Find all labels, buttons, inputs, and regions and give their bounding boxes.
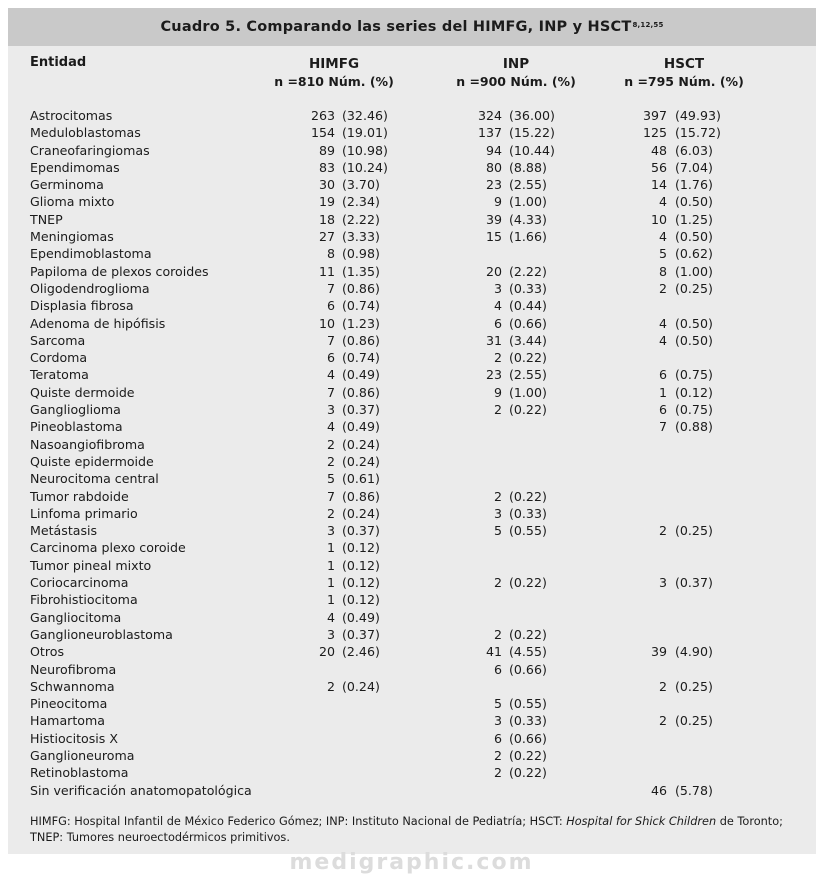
cell-himfg-count: 6 — [326, 298, 335, 314]
cell-hsct-count: 2 — [658, 678, 667, 694]
cell-entidad: Neurofibroma — [30, 661, 117, 677]
cell-hsct-percent: (0.25) — [675, 713, 713, 729]
cell-entidad: Gangliocitoma — [30, 609, 122, 625]
cell-himfg-count: 3 — [326, 523, 335, 539]
cell-hsct-percent: (0.25) — [675, 523, 713, 539]
cell-inp-count: 2 — [493, 747, 502, 763]
cell-inp-percent: (0.22) — [509, 402, 547, 418]
cell-inp-count: 2 — [493, 402, 502, 418]
cell-entidad: Pineocitoma — [30, 696, 108, 712]
cell-hsct-percent: (1.76) — [675, 177, 713, 193]
cell-himfg-count: 19 — [318, 194, 335, 210]
header-himfg — [254, 55, 414, 91]
cell-inp-count: 3 — [493, 713, 502, 729]
footnote-part1: HIMFG: Hospital Infantil de México Federico Gómez; INP: Instituto Nacional de Pediatría; HSCT: — [30, 815, 567, 828]
table-row — [8, 678, 816, 695]
cell-himfg-count: 10 — [318, 315, 335, 331]
cell-himfg-count: 6 — [326, 350, 335, 366]
cell-inp-percent: (36.00) — [509, 108, 555, 123]
cell-himfg-percent: (0.12) — [342, 575, 380, 591]
cell-inp-count: 80 — [485, 159, 502, 175]
cell-inp-percent: (0.66) — [509, 315, 547, 331]
cell-inp-count: 5 — [493, 523, 502, 539]
table-row — [8, 366, 816, 383]
cell-inp-count: 137 — [477, 125, 502, 141]
cell-hsct-count: 14 — [650, 177, 667, 193]
cell-inp-percent: (0.22) — [509, 350, 547, 366]
table-row — [8, 626, 816, 643]
table-row — [8, 384, 816, 401]
cell-himfg-count: 5 — [326, 471, 335, 487]
cell-himfg-percent: (0.37) — [342, 523, 380, 539]
cell-hsct-percent: (4.90) — [675, 644, 713, 660]
cell-inp-percent: (4.33) — [509, 211, 547, 227]
cell-inp-count: 3 — [493, 505, 502, 521]
table-row — [8, 539, 816, 556]
footnote-italic: Hospital for Shick Children — [566, 815, 717, 828]
cell-entidad: Hamartoma — [30, 713, 105, 729]
cell-inp-count: 23 — [485, 177, 502, 193]
header-inp-sub: n =900 Núm. (%) — [456, 74, 576, 89]
cell-inp-count: 3 — [493, 280, 502, 296]
cell-entidad: Teratoma — [30, 367, 89, 383]
cell-himfg-percent: (0.24) — [342, 505, 380, 521]
cell-himfg-count: 3 — [326, 626, 335, 642]
cell-inp-percent: (1.66) — [509, 229, 547, 245]
cell-himfg-percent: (0.86) — [342, 332, 380, 348]
cell-himfg-count: 1 — [326, 557, 335, 573]
cell-himfg-count: 89 — [318, 142, 335, 158]
table-row — [8, 522, 816, 539]
cell-entidad: Otros — [30, 644, 65, 660]
cell-himfg-count: 4 — [326, 367, 335, 383]
cell-entidad: Ganglioneuroblastoma — [30, 626, 173, 642]
cell-himfg-percent: (2.22) — [342, 211, 380, 227]
cell-hsct-percent: (6.03) — [675, 142, 713, 158]
cell-himfg-count: 18 — [318, 211, 335, 227]
table-row — [8, 453, 816, 470]
cell-inp-percent: (2.55) — [509, 367, 547, 383]
cell-himfg-count: 2 — [326, 436, 335, 452]
cell-himfg-percent: (1.35) — [342, 263, 380, 279]
table-row — [8, 142, 816, 159]
table-row — [8, 315, 816, 332]
cell-inp-count: 94 — [485, 142, 502, 158]
cell-entidad: Linfoma primario — [30, 505, 138, 521]
cell-entidad: Ganglioglioma — [30, 402, 121, 418]
cell-hsct-count: 10 — [650, 211, 667, 227]
cell-himfg-percent: (0.49) — [342, 367, 380, 383]
cell-entidad: Histiocitosis X — [30, 730, 118, 746]
cell-entidad: TNEP — [30, 211, 63, 227]
cell-inp-percent: (1.00) — [509, 194, 547, 210]
table-row — [8, 159, 816, 176]
cell-hsct-count: 8 — [658, 263, 667, 279]
table-row — [8, 228, 816, 245]
cell-hsct-percent: (1.25) — [675, 211, 713, 227]
cell-inp-count: 6 — [493, 315, 502, 331]
cell-inp-count: 20 — [485, 263, 502, 279]
watermark: medigraphic.com — [289, 850, 534, 875]
cell-entidad: Germinoma — [30, 177, 104, 193]
table-row — [8, 245, 816, 262]
cell-himfg-percent: (0.12) — [342, 557, 380, 573]
table-row — [8, 505, 816, 522]
cell-entidad: Carcinoma plexo coroide — [30, 540, 186, 556]
cell-himfg-percent: (0.49) — [342, 609, 380, 625]
cell-hsct-percent: (0.50) — [675, 194, 713, 210]
cell-inp-percent: (4.55) — [509, 644, 547, 660]
cell-inp-count: 2 — [493, 575, 502, 591]
cell-hsct-percent: (0.75) — [675, 402, 713, 418]
table-row — [8, 349, 816, 366]
cell-inp-percent: (0.55) — [509, 696, 547, 712]
cell-entidad: Craneofaringiomas — [30, 142, 150, 158]
cell-himfg-percent: (0.98) — [342, 246, 380, 262]
cell-entidad: Displasia fibrosa — [30, 298, 134, 314]
cell-entidad: Quiste dermoide — [30, 384, 135, 400]
cell-hsct-percent: (0.25) — [675, 280, 713, 296]
cell-entidad: Schwannoma — [30, 678, 115, 694]
cell-inp-percent: (0.66) — [509, 730, 547, 746]
cell-entidad: Nasoangiofibroma — [30, 436, 145, 452]
table-row — [8, 609, 816, 626]
cell-inp-percent: (0.22) — [509, 488, 547, 504]
cell-himfg-percent: (0.49) — [342, 419, 380, 435]
cell-inp-count: 9 — [493, 384, 502, 400]
cell-inp-percent: (0.33) — [509, 505, 547, 521]
cell-inp-count: 31 — [485, 332, 502, 348]
table-row — [8, 712, 816, 729]
cell-himfg-count: 3 — [326, 402, 335, 418]
cell-himfg-percent: (0.86) — [342, 488, 380, 504]
cell-inp-count: 6 — [493, 661, 502, 677]
cell-inp-count: 2 — [493, 626, 502, 642]
cell-hsct-percent: (7.04) — [675, 159, 713, 175]
cell-inp-count: 41 — [485, 644, 502, 660]
cell-inp-count: 39 — [485, 211, 502, 227]
cell-entidad: Cordoma — [30, 350, 88, 366]
header-entidad: Entidad — [30, 55, 87, 70]
cell-hsct-count: 6 — [658, 402, 667, 418]
table-row — [8, 661, 816, 678]
cell-entidad: Astrocitomas — [30, 108, 113, 123]
cell-entidad: Adenoma de hipófisis — [30, 315, 166, 331]
table-row — [8, 470, 816, 487]
cell-himfg-count: 8 — [326, 246, 335, 262]
cell-inp-count: 2 — [493, 488, 502, 504]
cell-inp-percent: (10.44) — [509, 142, 555, 158]
cell-hsct-count: 2 — [658, 280, 667, 296]
cell-himfg-count: 20 — [318, 644, 335, 660]
cell-himfg-percent: (0.24) — [342, 678, 380, 694]
cell-himfg-count: 4 — [326, 609, 335, 625]
cell-inp-count: 2 — [493, 350, 502, 366]
title-references: 8,12,55 — [632, 21, 664, 29]
cell-inp-percent: (0.33) — [509, 280, 547, 296]
cell-hsct-count: 4 — [658, 332, 667, 348]
table-row — [8, 747, 816, 764]
table-frame — [8, 8, 816, 854]
cell-entidad: Metástasis — [30, 523, 98, 539]
cell-inp-percent: (0.22) — [509, 765, 547, 781]
header-himfg-name: HIMFG — [308, 56, 360, 72]
table-row — [8, 488, 816, 505]
table-row — [8, 176, 816, 193]
table-row — [8, 574, 816, 591]
table-row — [8, 730, 816, 747]
cell-inp-percent: (0.66) — [509, 661, 547, 677]
table-row — [8, 332, 816, 349]
header-hsct-name: HSCT — [663, 56, 705, 72]
cell-hsct-count: 4 — [658, 315, 667, 331]
table-row — [8, 782, 816, 799]
cell-hsct-count: 1 — [658, 384, 667, 400]
table-body — [8, 107, 816, 799]
cell-inp-percent: (0.55) — [509, 523, 547, 539]
table-row — [8, 124, 816, 141]
cell-himfg-percent: (0.37) — [342, 626, 380, 642]
cell-hsct-count: 4 — [658, 194, 667, 210]
cell-himfg-count: 7 — [326, 384, 335, 400]
cell-himfg-percent: (0.24) — [342, 453, 380, 469]
cell-inp-count: 5 — [493, 696, 502, 712]
cell-entidad: Neurocitoma central — [30, 471, 159, 487]
cell-himfg-percent: (0.86) — [342, 280, 380, 296]
table-row — [8, 280, 816, 297]
table-footnote — [30, 814, 806, 846]
cell-hsct-percent: (5.78) — [675, 782, 713, 798]
header-hsct — [604, 55, 764, 91]
cell-inp-percent: (0.44) — [509, 298, 547, 314]
cell-hsct-count: 125 — [642, 125, 667, 141]
cell-inp-percent: (0.33) — [509, 713, 547, 729]
cell-hsct-count: 3 — [658, 575, 667, 591]
cell-himfg-count: 30 — [318, 177, 335, 193]
table-row — [8, 193, 816, 210]
cell-himfg-percent: (0.12) — [342, 540, 380, 556]
cell-entidad: Papiloma de plexos coroides — [30, 263, 209, 279]
table-row — [8, 695, 816, 712]
cell-himfg-percent: (10.24) — [342, 159, 388, 175]
cell-himfg-percent: (0.12) — [342, 592, 380, 608]
cell-inp-count: 4 — [493, 298, 502, 314]
cell-himfg-count: 83 — [318, 159, 335, 175]
cell-entidad: Ependimoblastoma — [30, 246, 152, 262]
cell-himfg-count: 2 — [326, 505, 335, 521]
cell-hsct-count: 56 — [650, 159, 667, 175]
cell-himfg-count: 2 — [326, 678, 335, 694]
cell-inp-percent: (8.88) — [509, 159, 547, 175]
cell-hsct-percent: (1.00) — [675, 263, 713, 279]
cell-himfg-count: 4 — [326, 419, 335, 435]
cell-inp-percent: (0.22) — [509, 747, 547, 763]
cell-hsct-count: 397 — [642, 108, 667, 123]
cell-himfg-percent: (0.86) — [342, 384, 380, 400]
cell-entidad: Tumor rabdoide — [30, 488, 129, 504]
cell-hsct-count: 2 — [658, 523, 667, 539]
cell-hsct-percent: (0.75) — [675, 367, 713, 383]
cell-hsct-percent: (0.37) — [675, 575, 713, 591]
table-row — [8, 401, 816, 418]
cell-hsct-percent: (0.62) — [675, 246, 713, 262]
cell-entidad: Fibrohistiocitoma — [30, 592, 138, 608]
footnote-part2: de Toronto; TNEP: Tumores neuroectodérmicos primitivos. — [30, 815, 783, 844]
cell-inp-percent: (2.55) — [509, 177, 547, 193]
cell-himfg-count: 154 — [310, 125, 335, 141]
cell-inp-percent: (15.22) — [509, 125, 555, 141]
header-himfg-sub: n =810 Núm. (%) — [274, 74, 394, 89]
cell-hsct-count: 6 — [658, 367, 667, 383]
cell-himfg-count: 7 — [326, 488, 335, 504]
cell-himfg-percent: (32.46) — [342, 108, 388, 123]
cell-hsct-percent: (49.93) — [675, 108, 721, 123]
cell-entidad: Sin verificación anatomopatológica — [30, 782, 252, 798]
cell-himfg-percent: (0.24) — [342, 436, 380, 452]
cell-himfg-count: 7 — [326, 280, 335, 296]
cell-inp-count: 23 — [485, 367, 502, 383]
cell-himfg-count: 1 — [326, 540, 335, 556]
cell-hsct-count: 4 — [658, 229, 667, 245]
cell-entidad: Sarcoma — [30, 332, 86, 348]
cell-entidad: Meningiomas — [30, 229, 114, 245]
cell-himfg-percent: (19.01) — [342, 125, 388, 141]
cell-himfg-count: 263 — [310, 108, 335, 123]
cell-hsct-count: 39 — [650, 644, 667, 660]
cell-inp-count: 324 — [477, 108, 502, 123]
cell-entidad: Ependimomas — [30, 159, 120, 175]
cell-entidad: Retinoblastoma — [30, 765, 129, 781]
cell-himfg-percent: (2.46) — [342, 644, 380, 660]
cell-inp-count: 9 — [493, 194, 502, 210]
table-title — [8, 8, 816, 46]
cell-himfg-percent: (0.37) — [342, 402, 380, 418]
cell-himfg-percent: (2.34) — [342, 194, 380, 210]
cell-inp-percent: (0.22) — [509, 575, 547, 591]
cell-himfg-percent: (0.74) — [342, 350, 380, 366]
cell-entidad: Pineoblastoma — [30, 419, 123, 435]
table-row — [8, 418, 816, 435]
cell-himfg-count: 1 — [326, 575, 335, 591]
cell-inp-count: 2 — [493, 765, 502, 781]
cell-hsct-percent: (0.25) — [675, 678, 713, 694]
cell-himfg-count: 11 — [318, 263, 335, 279]
cell-hsct-percent: (0.88) — [675, 419, 713, 435]
header-inp — [436, 55, 596, 91]
cell-hsct-percent: (15.72) — [675, 125, 721, 141]
table-title-text: Cuadro 5. Comparando las series del HIMFG, INP y HSCT — [160, 19, 632, 35]
table-row — [8, 107, 816, 124]
cell-himfg-count: 1 — [326, 592, 335, 608]
table-row — [8, 557, 816, 574]
header-hsct-sub: n =795 Núm. (%) — [624, 74, 744, 89]
cell-hsct-count: 48 — [650, 142, 667, 158]
table-row — [8, 764, 816, 781]
cell-himfg-percent: (3.70) — [342, 177, 380, 193]
table-row — [8, 297, 816, 314]
cell-himfg-percent: (1.23) — [342, 315, 380, 331]
cell-himfg-percent: (3.33) — [342, 229, 380, 245]
cell-himfg-percent: (0.74) — [342, 298, 380, 314]
cell-inp-percent: (1.00) — [509, 384, 547, 400]
cell-hsct-count: 2 — [658, 713, 667, 729]
cell-entidad: Glioma mixto — [30, 194, 115, 210]
cell-himfg-count: 7 — [326, 332, 335, 348]
cell-himfg-percent: (0.61) — [342, 471, 380, 487]
cell-entidad: Tumor pineal mixto — [30, 557, 152, 573]
cell-hsct-count: 46 — [650, 782, 667, 798]
cell-entidad: Oligodendroglioma — [30, 280, 150, 296]
table-row — [8, 436, 816, 453]
cell-himfg-percent: (10.98) — [342, 142, 388, 158]
cell-inp-count: 6 — [493, 730, 502, 746]
table-row — [8, 591, 816, 608]
cell-inp-percent: (2.22) — [509, 263, 547, 279]
cell-inp-percent: (0.22) — [509, 626, 547, 642]
cell-himfg-count: 27 — [318, 229, 335, 245]
cell-inp-percent: (3.44) — [509, 332, 547, 348]
cell-entidad: Ganglioneuroma — [30, 747, 135, 763]
cell-hsct-percent: (0.50) — [675, 229, 713, 245]
cell-entidad: Quiste epidermoide — [30, 453, 154, 469]
cell-himfg-count: 2 — [326, 453, 335, 469]
table-row — [8, 211, 816, 228]
cell-hsct-percent: (0.12) — [675, 384, 713, 400]
header-inp-name: INP — [502, 56, 530, 72]
cell-hsct-percent: (0.50) — [675, 315, 713, 331]
cell-hsct-count: 5 — [658, 246, 667, 262]
cell-entidad: Coriocarcinoma — [30, 575, 129, 591]
cell-hsct-count: 7 — [658, 419, 667, 435]
table-row — [8, 263, 816, 280]
cell-hsct-percent: (0.50) — [675, 332, 713, 348]
table-row — [8, 643, 816, 660]
cell-entidad: Meduloblastomas — [30, 125, 141, 141]
cell-inp-count: 15 — [485, 229, 502, 245]
